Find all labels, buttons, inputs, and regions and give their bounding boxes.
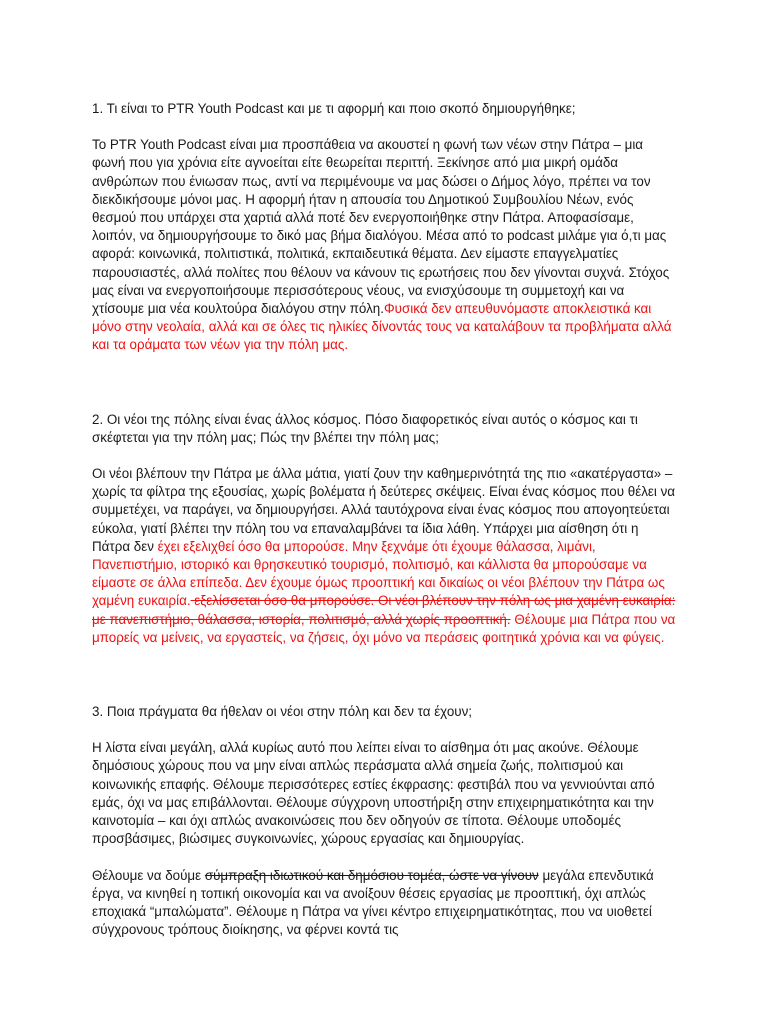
question-2: 2. Οι νέοι της πόλης είναι ένας άλλος κόσμος. Πόσο διαφορετικός είναι αυτός ο κόσμος και τι σκέφτεται για την πόλη μας; Πώς την βλέπει την πόλη μας;: [92, 411, 638, 445]
answer-3-paragraph-2: [92, 867, 676, 940]
answer-2-strikethrough: εξελίσσεται όσο θα μπορούσε. Οι νέοι βλέπουν την πόλη ως μια χαμένη ευκαιρία: με πανεπιστήμιο, θάλασσα, ιστορία, πολιτισμό, αλλά χωρίς προοπτική.: [92, 593, 676, 627]
answer-1: [92, 136, 676, 354]
question-1: 1. Τι είναι το PTR Youth Podcast και με τι αφορμή και ποιο σκοπό δημιουργήθηκε;: [92, 101, 576, 116]
answer-3-paragraph-1: Η λίστα είναι μεγάλη, αλλά κυρίως αυτό που λείπει είναι το αίσθημα ότι μας ακούνε. Θέλουμε δημόσιους χώρους που να μην είναι απλώς περάσματα αλλά σημεία ζωής, πολιτισμού και κοινωνικής επαφής. Θέλουμε περισσότερες εστίες έκφρασης: φεστιβάλ που να γεννιούνται από εμάς, όχι να μας επιβάλλονται. Θέλουμε σύγχρονη υποστήριξη στην επιχειρηματικότητα και την καινοτομία – και όχι απλώς ανακοινώσεις που δεν οδηγούν σε τίποτα. Θέλουμε υποδομές προσβάσιμες, βιώσιμες συγκοινωνίες, χώρους εργασίας και δημιουργίας.: [92, 740, 655, 847]
answer-3-p2-start: Θέλουμε να δούμε: [92, 867, 205, 883]
answer-1-highlight: Φυσικά δεν απευθυνόμαστε αποκλειστικά και μόνο στην νεολαία, αλλά και σε όλες τις ηλικίες δίνοντάς τους να καταλάβουν τα προβλήματα αλλά και τα οράματα των νέων για την πόλη μας.: [92, 301, 672, 353]
answer-1-text: Το PTR Youth Podcast είναι μια προσπάθεια να ακουστεί η φωνή των νέων στην Πάτρα – μια φωνή που για χρόνια είτε αγνοείται είτε θεωρείται περιττή. Ξεκίνησε από μια μικρή ομάδα ανθρώπων που ένιωσαν πως, αντί να περιμένουμε να μας δώσει ο Δήμος λόγο, πρέπει να τον διεκδικήσουμε μόνοι μας. Η αφορμή ήταν η απουσία του Δημοτικού Συμβουλίου Νέων, ενός θεσμού που υπάρχει στα χαρτιά αλλά ποτέ δεν ενεργοποιήθηκε στην Πάτρα. Αποφασίσαμε, λοιπόν, να δημιουργήσουμε το δικό μας βήμα διαλόγου. Μέσα από το podcast μιλάμε για ό,τι μας αφορά: κοινωνικά, πολιτιστικά, πολιτικά, εκπαιδευτικά θέματα. Δεν είμαστε επαγγελματίες παρουσιαστές, αλλά πολίτες που θέλουν να κάνουν τις ερωτήσεις που δεν γίνονται συχνά. Στόχος μας είναι να ενεργοποιήσουμε περισσότερους νέους, να ενισχύσουμε τη συμμετοχή και να χτίσουμε μια νέα κουλτούρα διαλόγου στην πόλη.: [92, 137, 670, 317]
answer-2: [92, 465, 676, 647]
answer-3-p2-strikethrough: σύμπραξη ιδιωτικού και δημόσιου τομέα, ώστε να γίνουν: [204, 867, 539, 883]
answer-3-p2-rest: μεγάλα επενδυτικά έργα, να κινηθεί η τοπική οικονομία και να ανοίξουν θέσεις εργασίας με προοπτική, όχι απλώς εποχιακά “μπαλώματα”. Θέλουμε η Πάτρα να γίνει κέντρο επιχειρηματικότητας, που να υιοθετεί σύγχρονους τρόπους διοίκησης, να φέρνει κοντά τις: [92, 867, 654, 938]
answer-2-highlight-end: Θέλουμε μια Πάτρα που να μπορείς να μείνεις, να εργαστείς, να ζήσεις, όχι μόνο να περάσεις φοιτητικά χρόνια και να φύγεις.: [92, 611, 676, 645]
question-3: 3. Ποια πράγματα θα ήθελαν οι νέοι στην πόλη και δεν τα έχουν;: [92, 704, 473, 720]
answer-2-text: Οι νέοι βλέπουν την Πάτρα με άλλα μάτια, γιατί ζουν την καθημερινότητά της πιο «ακατέργαστα» – χωρίς τα φίλτρα της εξουσίας, χωρίς βολέματα ή δεύτερες σκέψεις. Είναι ένας κόσμος που θέλει να συμμετέχει, να παράγει, να δημιουργήσει. Αλλά ταυτόχρονα είναι ένας κόσμος που απογοητεύεται εύκολα, γιατί βλέπει την πόλη του να επαναλαμβάνει τα ίδια λάθη. Υπάρχει μια αίσθηση ότι η Πάτρα δεν: [92, 466, 676, 554]
answer-2-highlight: έχει εξελιχθεί όσο θα μπορούσε. Μην ξεχνάμε ότι έχουμε θάλασσα, λιμάνι, Πανεπιστήμιο, ιστορικό και θρησκευτικό τουρισμό, πολιτισμό, και κάλλιστα θα μπορούσαμε να είμαστε σε άλλα επίπεδα. Δεν έχουμε όμως προοπτική και δικαίως οι νέοι βλέπουν την Πάτρα ως χαμένη ευκαιρία.: [92, 538, 665, 609]
